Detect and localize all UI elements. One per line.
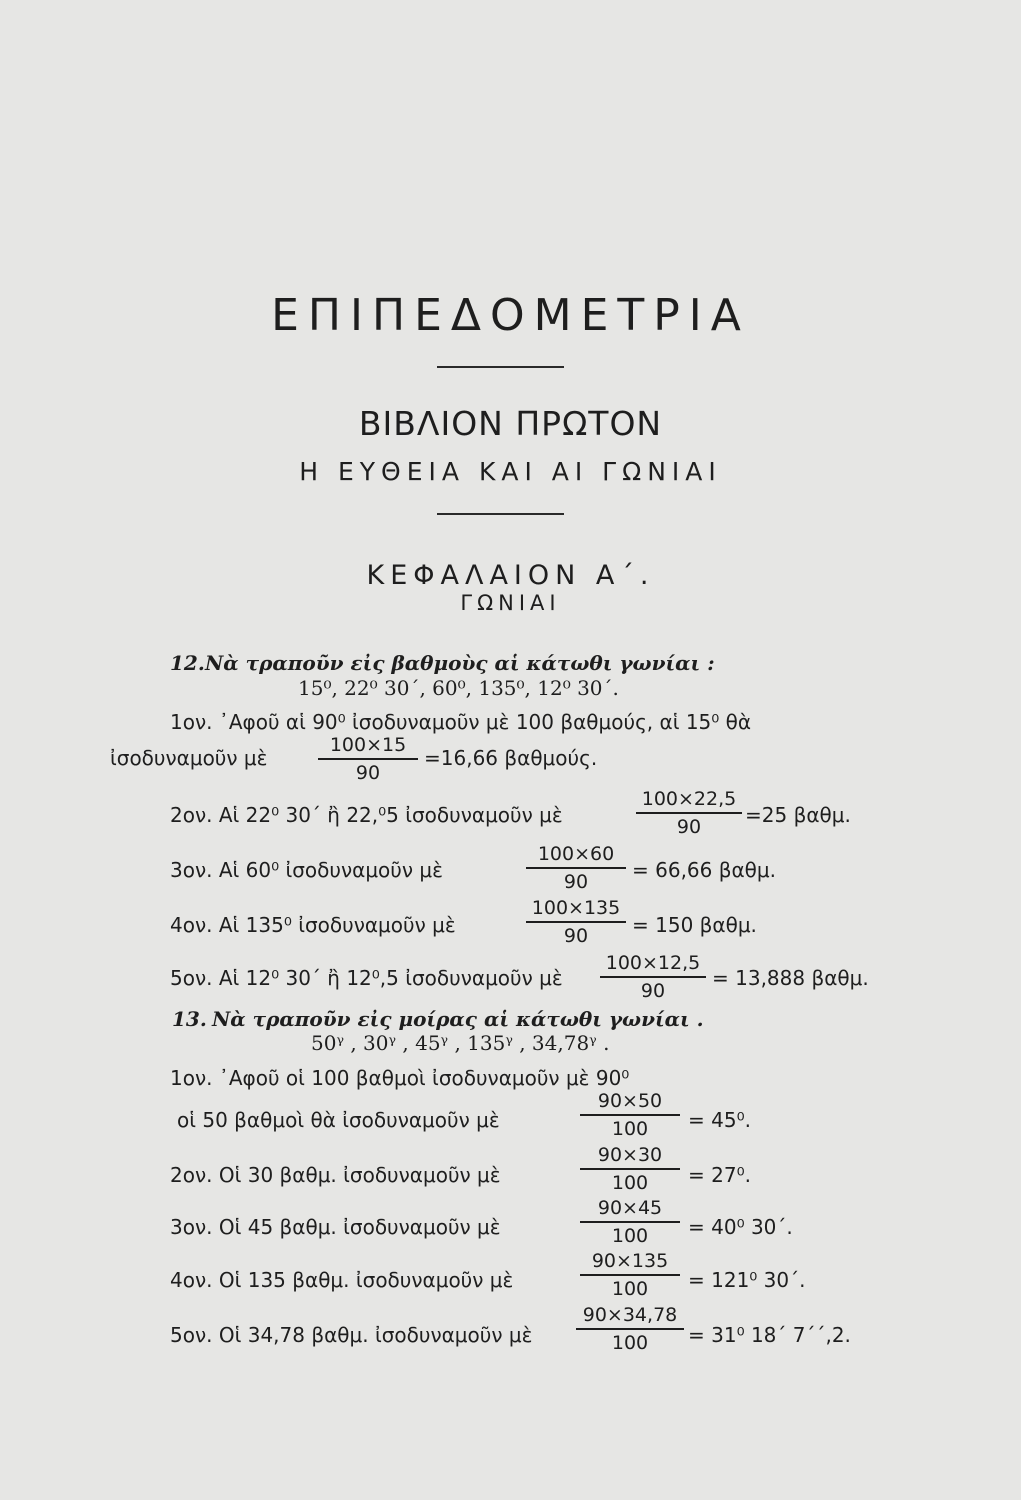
p13-step5-prefix: 5ον. Οἱ 34,78 βαθμ. ἰσοδυναμοῦν μὲ bbox=[170, 1323, 533, 1347]
problem-13-values: 50ᵞ , 30ᵞ , 45ᵞ , 135ᵞ , 34,78ᵞ . bbox=[311, 1031, 610, 1055]
problem-12-statement: Νὰ τραποῦν εἰς βαθμοὺς αἱ κάτωθι γωνίαι : bbox=[205, 651, 715, 675]
p13-step3-numerator: 90×45 bbox=[597, 1197, 663, 1219]
p12-step1-result: =16,66 βαθμούς. bbox=[424, 746, 598, 770]
book-subtitle: Η ΕΥΘΕΙΑ ΚΑΙ ΑΙ ΓΩΝΙΑΙ bbox=[299, 457, 722, 486]
p12-step2-result: =25 βαθμ. bbox=[745, 803, 851, 827]
problem-12-number: 12. bbox=[170, 651, 205, 675]
p12-step1-fraction bbox=[318, 736, 418, 783]
p12-step1-prefix: ἰσοδυναμοῦν μὲ bbox=[110, 746, 268, 770]
p12-step1-denominator: 90 bbox=[355, 761, 381, 784]
p13-step2-fraction bbox=[580, 1146, 680, 1193]
book-heading: ΒΙΒΛΙΟΝ ΠΡΩΤΟΝ bbox=[358, 404, 663, 443]
p12-step1-numerator: 100×15 bbox=[329, 734, 407, 756]
problem-13-number: 13. bbox=[172, 1007, 207, 1031]
p13-step4-fraction bbox=[580, 1252, 680, 1299]
p12-step5-prefix: 5ον. Αἱ 12⁰ 30΄ ἢ 12⁰,5 ἰσοδυναμοῦν μὲ bbox=[170, 966, 563, 990]
p12-step5-denominator: 90 bbox=[640, 979, 666, 1002]
title-divider bbox=[437, 366, 564, 368]
p13-step5-numerator: 90×34,78 bbox=[582, 1304, 678, 1326]
p13-step2-numerator: 90×30 bbox=[597, 1144, 663, 1166]
p12-step4-fraction bbox=[526, 899, 626, 946]
p13-step4-denominator: 100 bbox=[611, 1277, 649, 1300]
p12-step4-prefix: 4ον. Αἱ 135⁰ ἰσοδυναμοῦν μὲ bbox=[170, 913, 456, 937]
p12-step2-denominator: 90 bbox=[676, 815, 702, 838]
p12-step2-fraction bbox=[636, 790, 742, 837]
page-title: ΕΠΙΠΕΔΟΜΕΤΡΙΑ bbox=[271, 290, 750, 341]
p13-step2-prefix: 2ον. Οἱ 30 βαθμ. ἰσοδυναμοῦν μὲ bbox=[170, 1163, 501, 1187]
p12-step3-result: = 66,66 βαθμ. bbox=[632, 858, 776, 882]
p13-step4-result: = 121⁰ 30΄. bbox=[688, 1268, 806, 1292]
p13-step1-denominator: 100 bbox=[611, 1117, 649, 1140]
p12-step5-fraction bbox=[600, 954, 706, 1001]
p13-step2-result: = 27⁰. bbox=[688, 1163, 751, 1187]
p13-step1-prefix: οἱ 50 βαθμοὶ θὰ ἰσοδυναμοῦν μὲ bbox=[177, 1108, 500, 1132]
p12-step3-denominator: 90 bbox=[563, 870, 589, 893]
problem-13-statement: Νὰ τραποῦν εἰς μοίρας αἱ κάτωθι γωνίαι . bbox=[212, 1007, 704, 1031]
p13-step1-line: 1ον. ᾿Αφοῦ οἱ 100 βαθμοὶ ἰσοδυναμοῦν μὲ 90⁰ bbox=[170, 1066, 630, 1090]
p13-step5-result: = 31⁰ 18΄ 7΄΄,2. bbox=[688, 1323, 851, 1347]
p12-step2-numerator: 100×22,5 bbox=[641, 788, 737, 810]
p13-step3-prefix: 3ον. Οἱ 45 βαθμ. ἰσοδυναμοῦν μὲ bbox=[170, 1215, 501, 1239]
p13-step5-fraction bbox=[576, 1306, 684, 1353]
p12-step4-numerator: 100×135 bbox=[531, 897, 621, 919]
p13-step3-denominator: 100 bbox=[611, 1224, 649, 1247]
p13-step1-result: = 45⁰. bbox=[688, 1108, 751, 1132]
p12-step3-prefix: 3ον. Αἱ 60⁰ ἰσοδυναμοῦν μὲ bbox=[170, 858, 443, 882]
p12-step1-line: 1ον. ᾿Αφοῦ αἱ 90⁰ ἰσοδυναμοῦν μὲ 100 βαθμούς, αἱ 15⁰ θὰ bbox=[170, 710, 752, 734]
p13-step1-fraction bbox=[580, 1092, 680, 1139]
p13-step4-prefix: 4ον. Οἱ 135 βαθμ. ἰσοδυναμοῦν μὲ bbox=[170, 1268, 514, 1292]
p12-step4-denominator: 90 bbox=[563, 924, 589, 947]
p13-step5-denominator: 100 bbox=[611, 1331, 649, 1354]
subtitle-divider bbox=[437, 513, 564, 515]
problem-12-values: 15⁰, 22⁰ 30΄, 60⁰, 135⁰, 12⁰ 30΄. bbox=[298, 676, 619, 700]
p13-step3-result: = 40⁰ 30΄. bbox=[688, 1215, 793, 1239]
p13-step3-fraction bbox=[580, 1199, 680, 1246]
p12-step4-result: = 150 βαθμ. bbox=[632, 913, 757, 937]
p12-step5-numerator: 100×12,5 bbox=[605, 952, 701, 974]
p13-step4-numerator: 90×135 bbox=[591, 1250, 669, 1272]
p13-step2-denominator: 100 bbox=[611, 1171, 649, 1194]
p13-step1-numerator: 90×50 bbox=[597, 1090, 663, 1112]
p12-step5-result: = 13,888 βαθμ. bbox=[712, 966, 869, 990]
p12-step3-fraction bbox=[526, 845, 626, 892]
chapter-heading: ΚΕΦΑΛΑΙΟΝ Α΄. bbox=[366, 560, 655, 591]
p12-step2-prefix: 2ον. Αἱ 22⁰ 30΄ ἢ 22,⁰5 ἰσοδυναμοῦν μὲ bbox=[170, 803, 563, 827]
chapter-subtitle: ΓΩΝΙΑΙ bbox=[460, 591, 561, 615]
p12-step3-numerator: 100×60 bbox=[537, 843, 615, 865]
